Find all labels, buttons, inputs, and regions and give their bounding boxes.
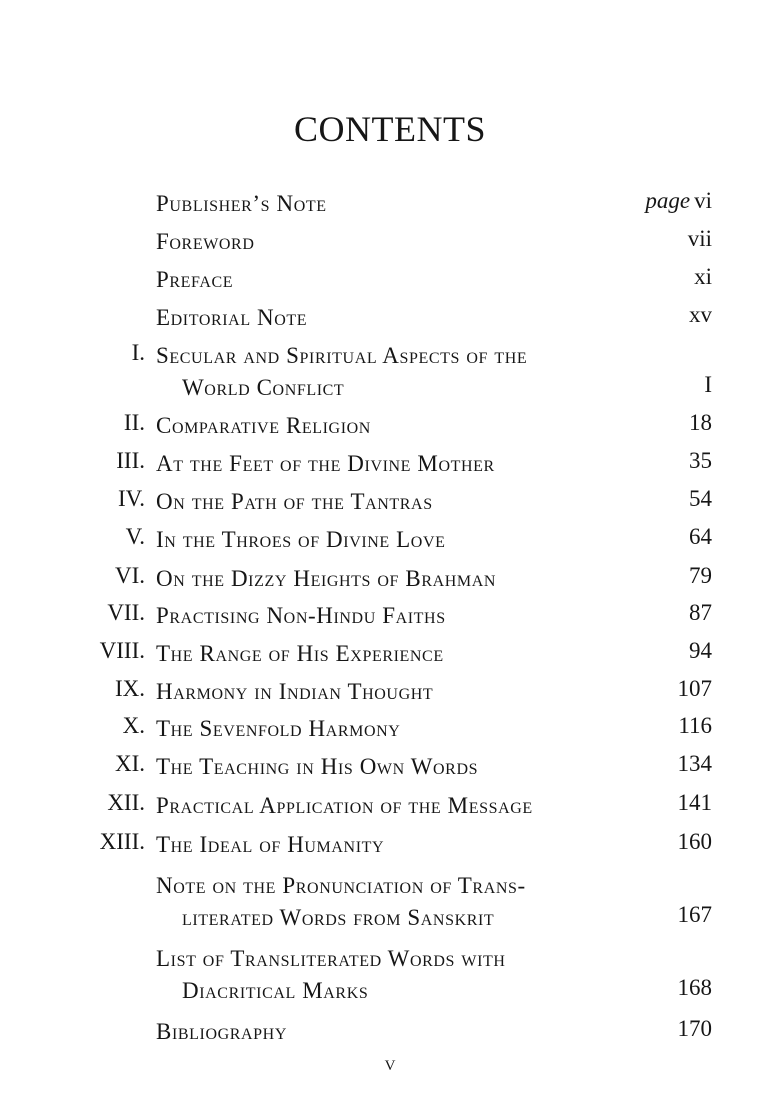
page-title: CONTENTS <box>294 109 486 149</box>
entry-page-number <box>689 638 712 664</box>
entry-page-number <box>689 302 712 328</box>
entry-title <box>156 1016 656 1048</box>
entry-title-line: The Range of His Experience <box>156 641 444 666</box>
page-value: 134 <box>677 751 712 776</box>
page-value: xi <box>694 264 712 289</box>
page-value: vi <box>694 188 712 213</box>
toc-entry <box>0 340 780 408</box>
page-value: 54 <box>689 486 712 511</box>
entry-title-line: On the Dizzy Heights of Brahman <box>156 566 497 591</box>
entry-title-line: The Ideal of Humanity <box>156 832 385 857</box>
entry-title-line: On the Path of the Tantras <box>156 489 433 514</box>
entry-title-line: Editorial Note <box>156 305 308 330</box>
entry-page-number <box>678 713 712 739</box>
entry-title-line: Preface <box>156 267 234 292</box>
page-value: 35 <box>689 448 712 473</box>
entry-title <box>156 524 656 556</box>
entry-title <box>156 188 656 220</box>
page-value: 116 <box>678 713 712 738</box>
entry-title <box>156 638 656 670</box>
toc-entry <box>0 302 780 338</box>
chapter-number: I. <box>131 340 145 365</box>
entry-title-line: World Conflict <box>182 375 345 400</box>
entry-title-line: Harmony in Indian Thought <box>156 679 434 704</box>
entry-page-number <box>678 676 713 702</box>
toc-entry <box>0 410 780 446</box>
toc-entry <box>0 751 780 787</box>
page-value: xv <box>689 302 712 327</box>
entry-page-number <box>678 751 713 777</box>
toc-entry <box>0 638 780 674</box>
toc-entry <box>0 943 780 1011</box>
entry-page-number <box>694 264 712 290</box>
page-value: 94 <box>689 638 712 663</box>
entry-title-line: Comparative Religion <box>156 413 371 438</box>
entry-title <box>156 448 656 480</box>
toc-entry <box>0 486 780 522</box>
entry-page-number <box>678 975 713 1001</box>
entry-title <box>156 226 656 258</box>
entry-title-line: Diacritical Marks <box>182 978 369 1003</box>
page-value: 170 <box>677 1016 712 1041</box>
entry-page-number <box>688 226 712 252</box>
toc-entry <box>0 829 780 865</box>
entry-page-number <box>689 524 712 550</box>
page-value: 107 <box>677 676 712 701</box>
entry-title <box>156 340 656 404</box>
entry-title-line: Note on the Pronunciation of Trans- <box>156 873 526 898</box>
page-value: 168 <box>677 975 712 1000</box>
toc-entry <box>0 790 780 826</box>
chapter-number: XIII. <box>99 829 145 854</box>
entry-page-number <box>689 600 712 626</box>
entry-title <box>156 943 656 1007</box>
toc-entry <box>0 1016 780 1052</box>
entry-title-line: At the Feet of the Divine Mother <box>156 451 495 476</box>
chapter-number: VI. <box>114 563 145 588</box>
page-value: I <box>704 372 712 397</box>
page-value: vii <box>687 226 712 251</box>
entry-title-line: literated Words from Sanskrit <box>182 905 495 930</box>
entry-page-number <box>645 188 712 214</box>
chapter-number: VII. <box>107 600 145 625</box>
page-value: 79 <box>689 563 712 588</box>
entry-title <box>156 264 656 296</box>
entry-title <box>156 410 656 442</box>
entry-page-number <box>678 1016 713 1042</box>
chapter-number: III. <box>116 448 145 473</box>
entry-page-number <box>678 829 713 855</box>
entry-page-number <box>689 410 712 436</box>
entry-title-line: Practical Application of the Message <box>156 793 533 818</box>
chapter-number: XI. <box>114 751 145 776</box>
entry-title-line: Publisher’s Note <box>156 191 327 216</box>
entry-page-number <box>678 902 713 928</box>
chapter-number: XII. <box>107 790 145 815</box>
page-value: 87 <box>689 600 712 625</box>
toc-entry <box>0 226 780 262</box>
entry-title-line: Practising Non-Hindu Faiths <box>156 603 446 628</box>
entry-title <box>156 790 656 822</box>
page-value: 64 <box>689 524 712 549</box>
page-value: 18 <box>689 410 712 435</box>
entry-page-number <box>704 372 712 398</box>
entry-title <box>156 870 656 934</box>
page-number-folio: v <box>384 1050 396 1075</box>
entry-title-line: List of Transliterated Words with <box>156 946 506 971</box>
entry-title <box>156 751 656 783</box>
chapter-number: IV. <box>117 486 145 511</box>
toc-entry <box>0 524 780 560</box>
entry-page-number <box>689 486 712 512</box>
toc-entry <box>0 264 780 300</box>
entry-title <box>156 676 656 708</box>
entry-title-line: Secular and Spiritual Aspects of the <box>156 343 528 368</box>
entry-page-number <box>678 790 713 816</box>
chapter-number: V. <box>125 524 145 549</box>
chapter-number: II. <box>123 410 145 435</box>
toc-entry <box>0 448 780 484</box>
chapter-number: X. <box>122 713 145 738</box>
entry-title-line: The Sevenfold Harmony <box>156 716 401 741</box>
entry-title <box>156 713 656 745</box>
entry-title-line: In the Throes of Divine Love <box>156 527 446 552</box>
entry-title <box>156 302 656 334</box>
toc-entry <box>0 188 780 224</box>
entry-title <box>156 486 656 518</box>
entry-title <box>156 600 656 632</box>
entry-title <box>156 829 656 861</box>
page-label: page <box>645 188 691 213</box>
entry-page-number <box>689 563 712 589</box>
toc-entry <box>0 563 780 599</box>
entry-page-number <box>689 448 712 474</box>
toc-entry <box>0 676 780 712</box>
entry-title <box>156 563 656 595</box>
chapter-number: VIII. <box>99 638 145 663</box>
page-value: 160 <box>677 829 712 854</box>
toc-entry <box>0 713 780 749</box>
toc-entry <box>0 600 780 636</box>
chapter-number: IX. <box>114 676 145 701</box>
toc-entry <box>0 870 780 938</box>
entry-title-line: Bibliography <box>156 1019 287 1044</box>
entry-title-line: The Teaching in His Own Words <box>156 754 479 779</box>
page-value: 167 <box>677 902 712 927</box>
page-value: 141 <box>677 790 712 815</box>
entry-title-line: Foreword <box>156 229 255 254</box>
